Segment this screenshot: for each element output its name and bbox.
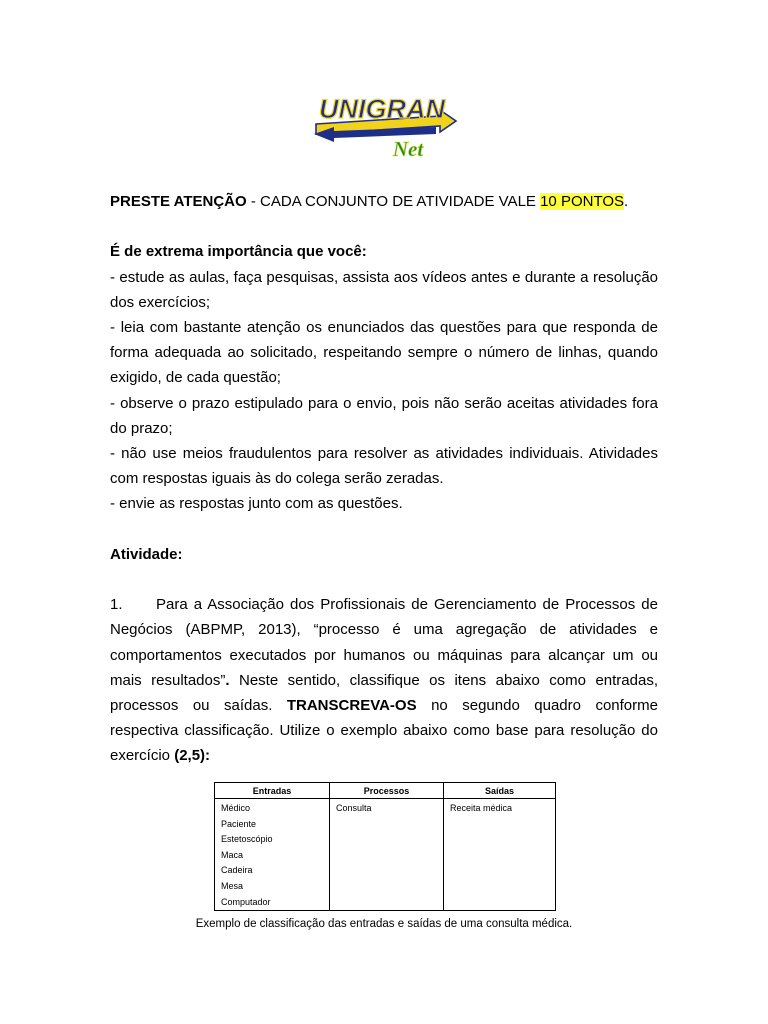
list-item: Médico <box>221 803 251 813</box>
activity-heading: Atividade: <box>110 545 183 563</box>
svg-text:Net: Net <box>392 137 424 161</box>
importance-item: - leia com bastante atenção os enunciados das questões para que responda de forma adequada ao solicitado, respeitando sempre o número de linhas, quando exigido, de cada questão; <box>110 319 658 387</box>
question-part3: no segundo quadro conforme respectiva classificação. Utilize o exemplo abaixo como base para resolução do exercício <box>110 697 658 765</box>
table-caption: Exemplo de classificação das entradas e saídas de uma consulta médica. <box>195 918 573 930</box>
question-dot: . <box>225 671 230 689</box>
unigran-net-logo <box>308 90 458 162</box>
header-processos: Processos <box>330 783 444 799</box>
notice-text: - CADA CONJUNTO DE ATIVIDADE VALE <box>246 193 541 210</box>
table-header-row <box>215 783 556 799</box>
importance-item: - envie as respostas junto com as questões. <box>110 495 403 513</box>
importance-item: - não use meios fraudulentos para resolver as atividades individuais. Atividades com respostas iguais às do colega serão zeradas. <box>110 445 658 488</box>
saidas-cell <box>444 799 556 911</box>
table-row <box>215 799 556 911</box>
entradas-cell <box>215 799 330 911</box>
processos-cell <box>330 799 444 911</box>
list-item: Mesa <box>221 880 244 891</box>
example-table <box>214 782 556 911</box>
list-item: Paciente <box>221 818 257 829</box>
notice-line <box>110 189 658 214</box>
example-table-wrapper <box>214 782 556 911</box>
list-item: Estetoscópio <box>221 834 273 845</box>
question-1 <box>110 592 658 768</box>
document-body <box>110 189 658 769</box>
notice-highlight: 10 PONTOS <box>540 193 625 210</box>
importance-item: - estude as aulas, faça pesquisas, assista aos vídeos antes e durante a resolução dos exercícios; <box>110 268 658 311</box>
question-emphasis: TRANSCREVA-OS <box>286 697 417 715</box>
question-part2: Neste sentido, classifique os itens abaixo como entradas, processos ou saídas. <box>110 671 658 715</box>
question-number: 1. <box>110 596 123 614</box>
question-part1: Para a Associação dos Profissionais de Gerenciamento de Processos de Negócios (ABPMP, 2013), “processo é uma agregação de atividades e comportamentos executados por humanos ou máquinas para alcançar um ou mais resultados” <box>110 596 658 689</box>
svg-text:UNIGRAN: UNIGRAN <box>319 94 445 124</box>
header-saidas: Saídas <box>444 783 556 799</box>
list-item: Computador <box>221 896 271 907</box>
question-points: (2,5): <box>174 747 211 765</box>
list-item: Consulta <box>336 803 372 813</box>
header-entradas: Entradas <box>215 783 330 799</box>
notice-lead: PRESTE ATENÇÃO <box>110 193 247 210</box>
unigran-logo-icon <box>308 90 458 162</box>
list-item: Cadeira <box>221 865 253 876</box>
importance-heading: É de extrema importância que você: <box>110 243 367 261</box>
importance-item: - observe o prazo estipulado para o envio, pois não serão aceitas atividades fora do prazo; <box>110 394 658 437</box>
list-item: Receita médica <box>450 803 513 813</box>
list-item: Maca <box>221 849 244 860</box>
notice-end: . <box>624 193 629 210</box>
